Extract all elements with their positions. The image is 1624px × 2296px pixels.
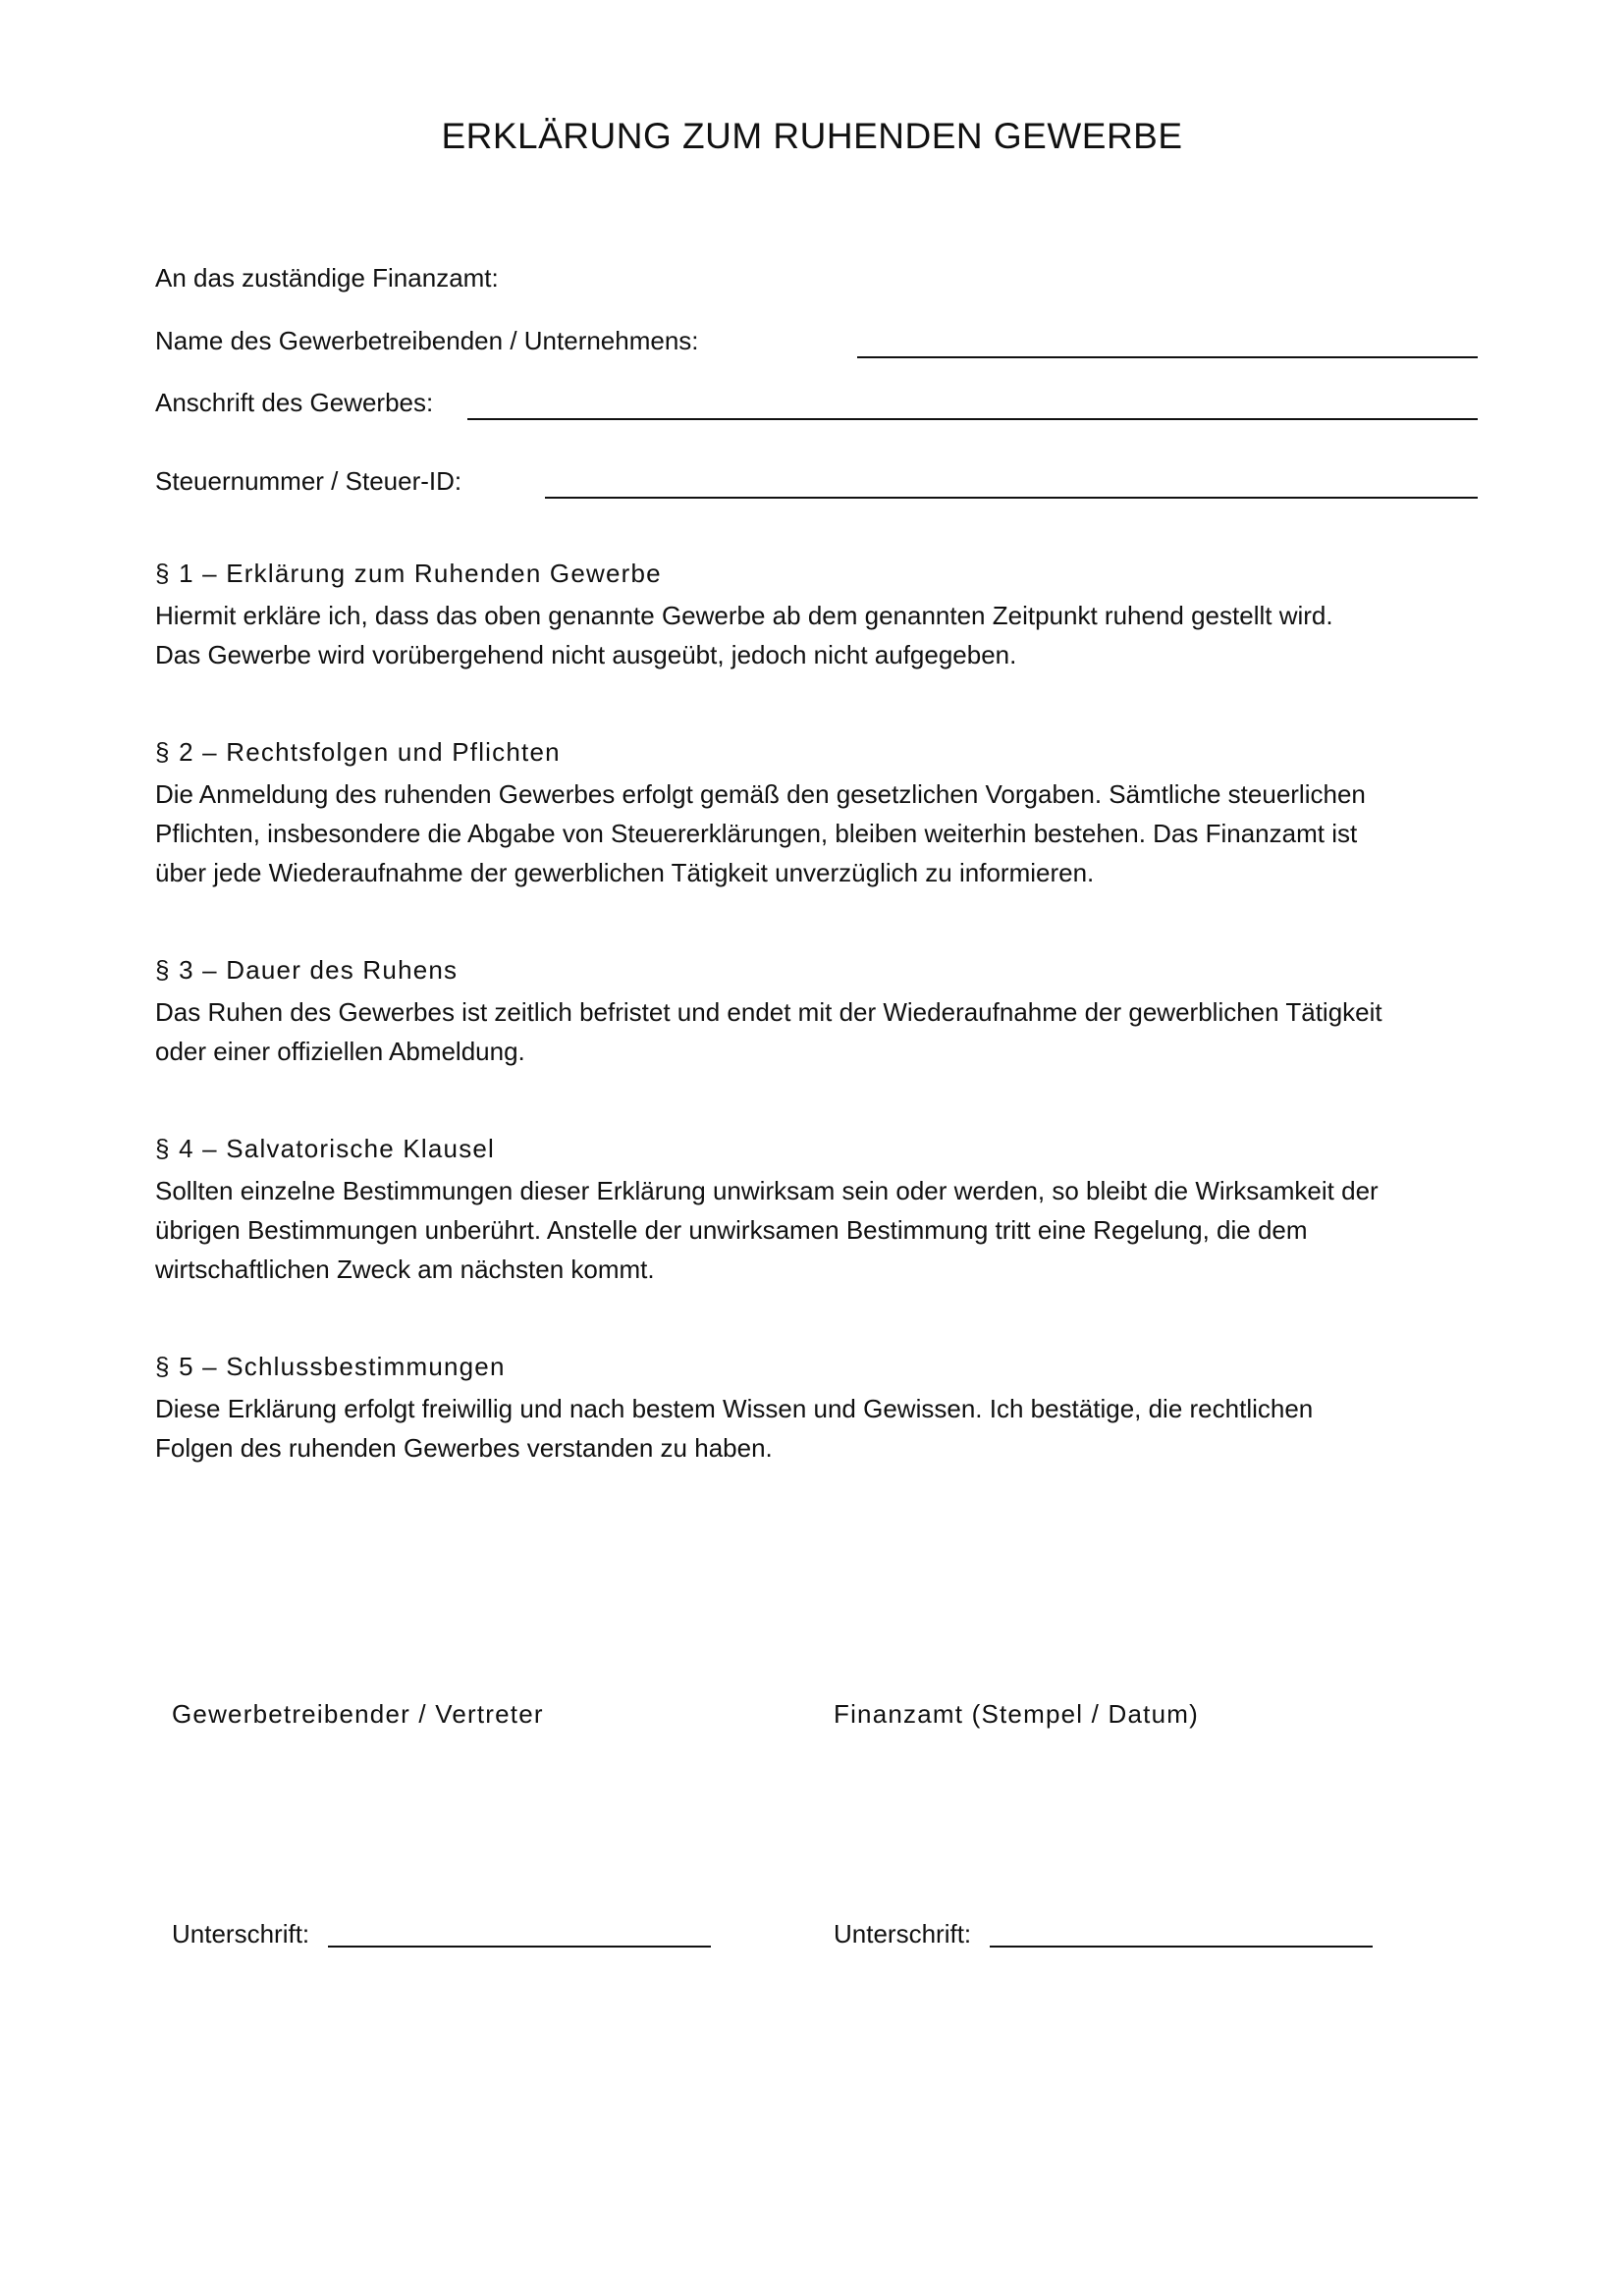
tax-office-label: Finanzamt (Stempel / Datum) xyxy=(834,1699,1199,1729)
section-1 xyxy=(155,558,1490,674)
name-field-label: Name des Gewerbetreibenden / Unternehmens: xyxy=(155,326,699,355)
section-5 xyxy=(155,1351,1490,1468)
address-field-label: Anschrift des Gewerbes: xyxy=(155,388,434,417)
tax-id-field-label: Steuernummer / Steuer-ID: xyxy=(155,466,462,496)
section-body xyxy=(155,1389,1490,1468)
section-heading: § 3 – Dauer des Ruhens xyxy=(155,955,459,985)
section-body xyxy=(155,774,1490,892)
recipient-label: An das zuständige Finanzamt: xyxy=(155,263,499,293)
section-heading: § 5 – Schlussbestimmungen xyxy=(155,1352,506,1381)
section-line: über jede Wiederaufnahme der gewerblichen Tätigkeit unverzüglich zu informieren. xyxy=(155,858,1095,887)
tax-office-signature-label: Unterschrift: xyxy=(834,1919,972,1949)
section-4 xyxy=(155,1133,1490,1289)
signatory-signature-label: Unterschrift: xyxy=(172,1919,310,1949)
section-body xyxy=(155,1171,1490,1289)
section-line: Pflichten, insbesondere die Abgabe von Steuererklärungen, bleiben weiterhin bestehen. Das Finanzamt ist xyxy=(155,819,1358,848)
section-body xyxy=(155,992,1490,1071)
name-field-line[interactable] xyxy=(857,356,1478,358)
page-title: ERKLÄRUNG ZUM RUHENDEN GEWERBE xyxy=(441,116,1183,156)
section-line: Das Ruhen des Gewerbes ist zeitlich befristet und endet mit der Wiederaufnahme der gewerblichen Tätigkeit xyxy=(155,997,1382,1027)
section-heading: § 4 – Salvatorische Klausel xyxy=(155,1134,496,1163)
section-line: Folgen des ruhenden Gewerbes verstanden zu haben. xyxy=(155,1433,773,1463)
section-line: Hiermit erkläre ich, dass das oben genannte Gewerbe ab dem genannten Zeitpunkt ruhend gestellt wird. xyxy=(155,601,1333,630)
section-line: wirtschaftlichen Zweck am nächsten kommt. xyxy=(155,1255,655,1284)
section-2 xyxy=(155,736,1490,892)
signatory-signature-line[interactable] xyxy=(328,1946,711,1948)
section-line: Sollten einzelne Bestimmungen dieser Erklärung unwirksam sein oder werden, so bleibt die Wirksamkeit der xyxy=(155,1176,1379,1205)
section-line: Diese Erklärung erfolgt freiwillig und nach bestem Wissen und Gewissen. Ich bestätige, die rechtlichen xyxy=(155,1394,1314,1423)
section-3 xyxy=(155,954,1490,1071)
section-heading: § 1 – Erklärung zum Ruhenden Gewerbe xyxy=(155,559,662,588)
section-line: oder einer offiziellen Abmeldung. xyxy=(155,1037,525,1066)
address-field-line[interactable] xyxy=(467,418,1478,420)
section-line: Das Gewerbe wird vorübergehend nicht ausgeübt, jedoch nicht aufgegeben. xyxy=(155,640,1017,669)
signatory-label: Gewerbetreibender / Vertreter xyxy=(172,1699,544,1729)
tax-office-signature-line[interactable] xyxy=(990,1946,1373,1948)
tax-id-field-line[interactable] xyxy=(545,497,1478,499)
section-body xyxy=(155,596,1490,674)
section-heading: § 2 – Rechtsfolgen und Pflichten xyxy=(155,737,561,767)
section-line: Die Anmeldung des ruhenden Gewerbes erfolgt gemäß den gesetzlichen Vorgaben. Sämtliche steuerlichen xyxy=(155,779,1366,809)
section-line: übrigen Bestimmungen unberührt. Anstelle der unwirksamen Bestimmung tritt eine Regelung, die dem xyxy=(155,1215,1308,1245)
